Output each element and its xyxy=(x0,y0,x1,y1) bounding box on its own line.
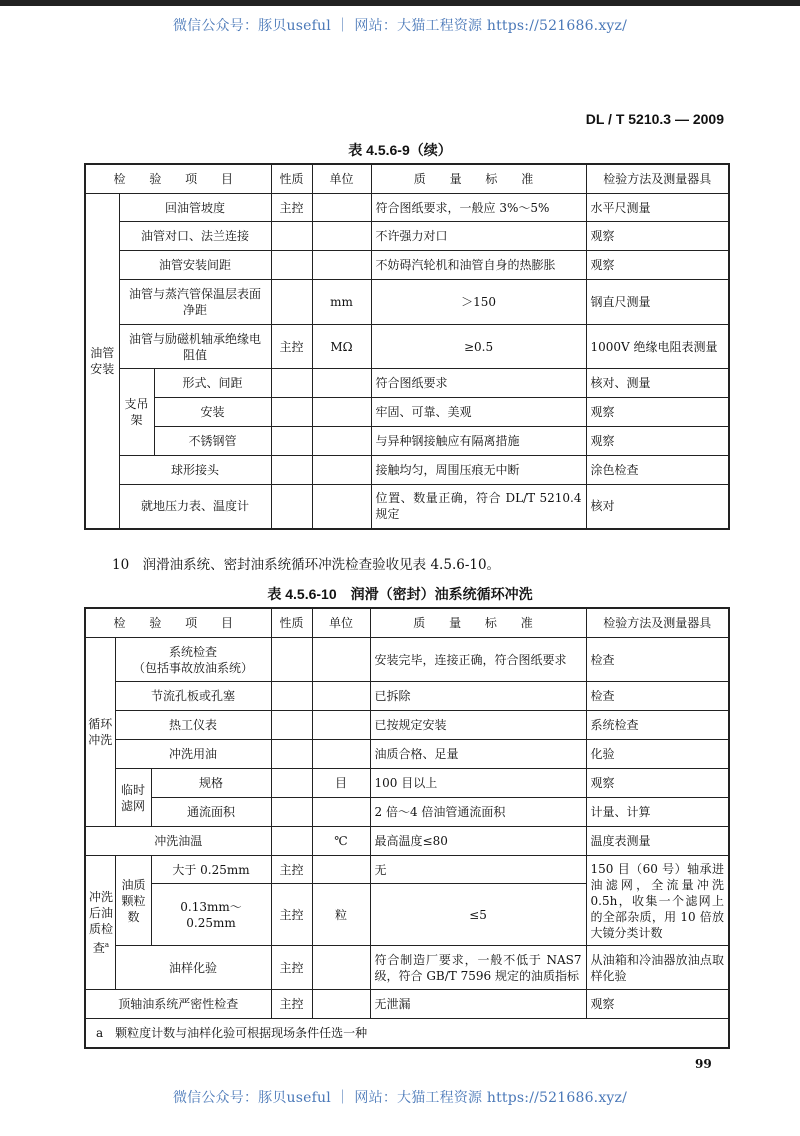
table-row xyxy=(85,222,729,251)
cell-nature xyxy=(271,280,312,325)
cell-item: 油管与蒸汽管保温层表面净距 xyxy=(119,280,271,325)
cell-standard: 位置、数量正确，符合 DL/T 5210.4 规定 xyxy=(371,485,586,529)
header-standard: 质 量 标 准 xyxy=(371,164,586,194)
cell-item: 规格 xyxy=(151,769,271,798)
cell-unit xyxy=(312,398,371,427)
table1-caption: 表 4.5.6-9（续） xyxy=(348,142,452,158)
cell-method: 观察 xyxy=(586,990,729,1019)
cell-unit xyxy=(312,485,371,529)
cell-unit xyxy=(312,222,371,251)
cell-nature xyxy=(271,682,312,711)
cell-nature xyxy=(271,769,312,798)
cell-method: 1000V 绝缘电阻表测量 xyxy=(586,325,729,369)
cell-nature xyxy=(271,398,312,427)
cell-item: 回油管坡度 xyxy=(119,194,271,222)
cell-method: 从油箱和冷油器放油点取样化验 xyxy=(586,946,729,990)
cell-standard: 符合制造厂要求，一般不低于 NAS7 级，符合 GB/T 7596 规定的油质指标 xyxy=(370,946,586,990)
table-row xyxy=(85,682,729,711)
cell-item xyxy=(115,638,271,682)
table-row xyxy=(85,456,729,485)
header-method: 检验方法及测量器具 xyxy=(586,164,729,194)
cell-method: 核对 xyxy=(586,485,729,529)
cell-nature xyxy=(271,827,312,856)
group-label-flush: 循环冲洗 xyxy=(85,638,115,827)
table-row xyxy=(85,711,729,740)
table-row xyxy=(85,856,729,884)
cell-standard: ≥0.5 xyxy=(371,325,586,369)
cell-nature xyxy=(271,427,312,456)
table-row xyxy=(85,769,729,798)
cell-nature: 主控 xyxy=(271,325,312,369)
cell-nature xyxy=(271,251,312,280)
cell-item: 大于 0.25mm xyxy=(151,856,271,884)
table-header-row xyxy=(85,164,729,194)
header-item: 检 验 项 目 xyxy=(85,164,271,194)
cell-method: 涂色检查 xyxy=(586,456,729,485)
table-4-5-6-9 xyxy=(84,163,730,530)
table-row xyxy=(85,946,729,990)
subgroup-label-support: 支吊架 xyxy=(119,369,154,456)
cell-standard: 安装完毕，连接正确，符合图纸要求 xyxy=(370,638,586,682)
cell-unit: MΩ xyxy=(312,325,371,369)
cell-unit xyxy=(312,427,371,456)
table-row xyxy=(85,827,729,856)
cell-standard: 不许强力对口 xyxy=(371,222,586,251)
cell-item: 安装 xyxy=(154,398,271,427)
standard-code: DL / T 5210.3 — 2009 xyxy=(585,111,724,127)
cell-item: 油管对口、法兰连接 xyxy=(119,222,271,251)
cell-standard: 100 目以上 xyxy=(370,769,586,798)
cell-method: 观察 xyxy=(586,251,729,280)
table-row xyxy=(85,398,729,427)
table-row xyxy=(85,427,729,456)
watermark-bottom: 微信公众号：豚贝useful ｜ 网站：大猫工程资源 https://521686.xyz/ xyxy=(172,1090,628,1106)
cell-standard: 已拆除 xyxy=(370,682,586,711)
section-paragraph: 10 润滑油系统、密封油系统循环冲洗检查验收见表 4.5.6-10。 xyxy=(112,557,501,573)
cell-item: 冲洗油温 xyxy=(85,827,271,856)
cell-nature: 主控 xyxy=(271,884,312,946)
cell-method: 温度表测量 xyxy=(586,827,729,856)
cell-item-line1: 系统检查 xyxy=(169,644,218,659)
cell-unit: ℃ xyxy=(312,827,370,856)
header-nature: 性质 xyxy=(271,164,312,194)
cell-unit: 目 xyxy=(312,769,370,798)
table-row xyxy=(85,485,729,529)
cell-item: 球形接头 xyxy=(119,456,271,485)
table-row xyxy=(85,280,729,325)
cell-item: 就地压力表、温度计 xyxy=(119,485,271,529)
cell-method: 化验 xyxy=(586,740,729,769)
table-footnote: a 颗粒度计数与油样化验可根据现场条件任选一种 xyxy=(85,1019,729,1049)
cell-standard: ＞150 xyxy=(371,280,586,325)
table-footnote-row xyxy=(85,1019,729,1049)
cell-item: 通流面积 xyxy=(151,798,271,827)
subgroup-label-particle-count: 油质颗粒数 xyxy=(115,856,151,946)
table-row xyxy=(85,325,729,369)
cell-nature: 主控 xyxy=(271,946,312,990)
cell-item: 油管安装间距 xyxy=(119,251,271,280)
cell-method: 检查 xyxy=(586,682,729,711)
table-row xyxy=(85,251,729,280)
cell-unit xyxy=(312,194,371,222)
cell-unit xyxy=(312,856,370,884)
cell-item: 形式、间距 xyxy=(154,369,271,398)
table-header-row xyxy=(85,608,729,638)
cell-method: 系统检查 xyxy=(586,711,729,740)
cell-standard: 符合图纸要求，一般应 3%～5% xyxy=(371,194,586,222)
watermark-top: 微信公众号：豚贝useful ｜ 网站：大猫工程资源 https://521686.xyz/ xyxy=(172,18,628,34)
cell-method: 检查 xyxy=(586,638,729,682)
cell-standard: 接触均匀，周围压痕无中断 xyxy=(371,456,586,485)
cell-nature xyxy=(271,740,312,769)
cell-method: 观察 xyxy=(586,222,729,251)
cell-standard: 油质合格、足量 xyxy=(370,740,586,769)
table-row xyxy=(85,638,729,682)
cell-unit xyxy=(312,456,371,485)
cell-unit xyxy=(312,251,371,280)
cell-unit xyxy=(312,711,370,740)
group-label-post-flush-quality: 冲洗后油质检查$^a$ xyxy=(85,856,115,990)
cell-unit: mm xyxy=(312,280,371,325)
cell-unit xyxy=(312,369,371,398)
cell-nature xyxy=(271,456,312,485)
cell-standard: 牢固、可靠、美观 xyxy=(371,398,586,427)
cell-standard: 不妨碍汽轮机和油管自身的热膨胀 xyxy=(371,251,586,280)
cell-nature: 主控 xyxy=(271,990,312,1019)
cell-method: 钢直尺测量 xyxy=(586,280,729,325)
cell-standard: 最高温度≤80 xyxy=(370,827,586,856)
page-number: 99 xyxy=(695,1057,712,1071)
cell-unit xyxy=(312,740,370,769)
cell-standard: 无泄漏 xyxy=(370,990,586,1019)
table-4-5-6-10 xyxy=(84,607,730,1049)
subgroup-label-temp-filter: 临时滤网 xyxy=(115,769,151,827)
cell-method: 观察 xyxy=(586,427,729,456)
cell-standard: 与异种钢接触应有隔离措施 xyxy=(371,427,586,456)
scan-edge-rule xyxy=(0,0,800,6)
table-row xyxy=(85,990,729,1019)
header-nature: 性质 xyxy=(271,608,312,638)
cell-method: 水平尺测量 xyxy=(586,194,729,222)
group-label-oil-pipe: 油管安装 xyxy=(85,194,119,529)
cell-item: 热工仪表 xyxy=(115,711,271,740)
cell-method: 核对、测量 xyxy=(586,369,729,398)
cell-standard: 无 xyxy=(370,856,586,884)
cell-unit xyxy=(312,638,370,682)
cell-item: 冲洗用油 xyxy=(115,740,271,769)
cell-unit xyxy=(312,990,370,1019)
table-row xyxy=(85,194,729,222)
cell-method: 计量、计算 xyxy=(586,798,729,827)
header-standard: 质 量 标 准 xyxy=(370,608,586,638)
header-method: 检验方法及测量器具 xyxy=(586,608,729,638)
cell-item: 不锈钢管 xyxy=(154,427,271,456)
cell-item: 顶轴油系统严密性检查 xyxy=(85,990,271,1019)
cell-item: 节流孔板或孔塞 xyxy=(115,682,271,711)
cell-unit xyxy=(312,946,370,990)
cell-item: 0.13mm～0.25mm xyxy=(151,884,271,946)
cell-standard: ≤5 xyxy=(370,884,586,946)
cell-nature xyxy=(271,638,312,682)
table-row xyxy=(85,369,729,398)
cell-standard: 已按规定安装 xyxy=(370,711,586,740)
cell-nature: 主控 xyxy=(271,856,312,884)
cell-unit xyxy=(312,798,370,827)
cell-nature xyxy=(271,711,312,740)
cell-item: 油管与励磁机轴承绝缘电阻值 xyxy=(119,325,271,369)
table-row xyxy=(85,798,729,827)
table2-caption: 表 4.5.6-10 润滑（密封）油系统循环冲洗 xyxy=(267,586,533,602)
cell-method: 观察 xyxy=(586,398,729,427)
cell-nature xyxy=(271,222,312,251)
header-unit: 单位 xyxy=(312,608,370,638)
cell-nature xyxy=(271,485,312,529)
cell-nature xyxy=(271,369,312,398)
header-item: 检 验 项 目 xyxy=(85,608,271,638)
cell-nature xyxy=(271,798,312,827)
cell-unit: 粒 xyxy=(312,884,370,946)
table-row xyxy=(85,740,729,769)
cell-method: 150 目（60 号）轴承进油滤网，全流量冲洗 0.5h，收集一个滤网上的全部杂质，用 10 倍放大镜分类计数 xyxy=(586,856,729,946)
cell-standard: 符合图纸要求 xyxy=(371,369,586,398)
cell-standard: 2 倍～4 倍油管通流面积 xyxy=(370,798,586,827)
cell-method: 观察 xyxy=(586,769,729,798)
cell-item: 油样化验 xyxy=(115,946,271,990)
header-unit: 单位 xyxy=(312,164,371,194)
cell-item-line2: （包括事故放油系统） xyxy=(133,660,254,675)
cell-unit xyxy=(312,682,370,711)
cell-nature: 主控 xyxy=(271,194,312,222)
